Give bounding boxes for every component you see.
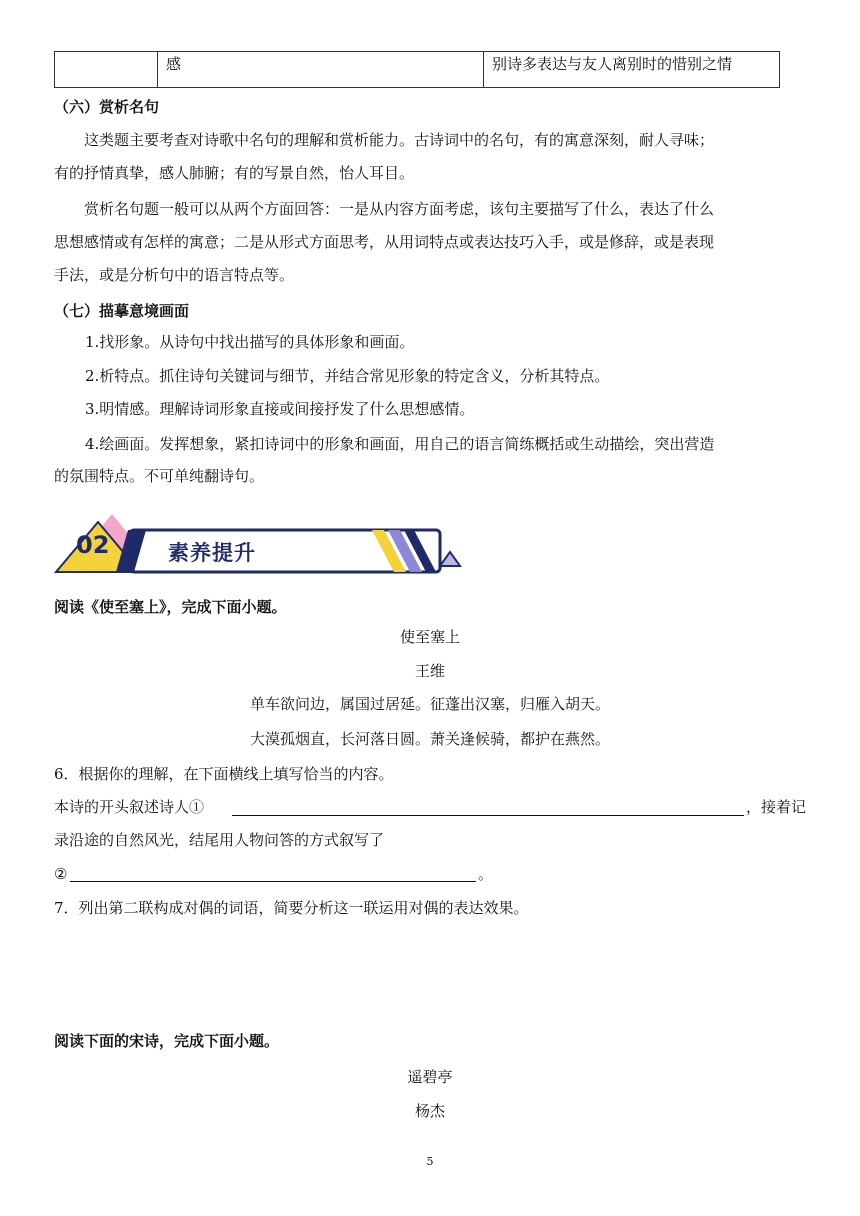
table-cell: 别诗多表达与友人离别时的惜别之情 (484, 52, 780, 88)
paragraph-line: 这类题主要考查对诗歌中名句的理解和赏析能力。古诗词中的名句，有的寓意深刻，耐人寻味； (84, 131, 715, 149)
paragraph-line: 思想感情或有怎样的寓意；二是从形式方面思考，从用词特点或表达技巧入手，或是修辞，或是表现 (54, 233, 715, 251)
fill-suffix: ，接着记 (746, 798, 807, 816)
banner-title: 素养提升 (168, 541, 256, 565)
section-heading-7: （七）描摹意境画面 (54, 302, 190, 320)
list-item: 3.明情感。理解诗词形象直接或间接抒发了什么思想感情。 (85, 400, 475, 418)
question-6: 6．根据你的理解，在下面横线上填写恰当的内容。 (54, 765, 394, 783)
table-row (55, 52, 780, 88)
blank-2-marker: ② (54, 865, 68, 883)
fill-end: 。 (478, 865, 494, 883)
table-cell-empty (55, 52, 158, 88)
list-item: 1.找形象。从诗句中找出描写的具体形象和画面。 (85, 333, 415, 351)
paragraph-line: 有的抒情真挚，感人肺腑；有的写景自然，怡人耳目。 (54, 164, 415, 182)
poem-line: 大漠孤烟直，长河落日圆。萧关逢候骑，都护在燕然。 (249, 730, 610, 748)
paragraph-line: 赏析名句题一般可以从两个方面回答：一是从内容方面考虑，该句主要描写了什么，表达了什么 (84, 200, 715, 218)
question-7: 7．列出第二联构成对偶的词语，简要分析这一联运用对偶的表达效果。 (54, 899, 529, 917)
poem-title: 使至塞上 (399, 628, 460, 646)
list-item-continuation: 的氛围特点。不可单纯翻诗句。 (54, 467, 265, 485)
section-banner (54, 508, 474, 580)
answer-blank-2[interactable] (70, 881, 476, 882)
comparison-table-fragment (54, 51, 780, 88)
poem-author: 杨杰 (414, 1102, 445, 1120)
list-item: 4.绘画面。发挥想象，紧扣诗词中的形象和画面，用自己的语言简练概括或生动描绘，突出营造 (85, 435, 715, 453)
list-item: 2.析特点。抓住诗句关键词与细节，并结合常见形象的特定含义，分析其特点。 (85, 367, 610, 385)
fill-prefix: 本诗的开头叙述诗人① (54, 798, 205, 816)
banner-graphic (54, 508, 474, 580)
answer-area-7[interactable] (54, 920, 806, 1020)
section-heading-6: （六）赏析名句 (54, 98, 160, 116)
page-number: 5 (426, 1155, 434, 1168)
fill-line-2: 录沿途的自然风光，结尾用人物问答的方式叙写了 (54, 831, 385, 849)
banner-number: 02 (76, 531, 110, 559)
table-cell: 感 (158, 52, 484, 88)
reading-instruction: 阅读《使至塞上》，完成下面小题。 (54, 598, 287, 616)
poem-line: 单车欲问边，属国过居延。征蓬出汉塞，归雁入胡天。 (249, 695, 610, 713)
poem-title: 遥碧亭 (407, 1068, 453, 1086)
reading-instruction: 阅读下面的宋诗，完成下面小题。 (54, 1032, 280, 1050)
paragraph-line: 手法，或是分析句中的语言特点等。 (54, 266, 295, 284)
poem-author: 王维 (414, 662, 445, 680)
answer-blank-1[interactable] (232, 815, 744, 816)
